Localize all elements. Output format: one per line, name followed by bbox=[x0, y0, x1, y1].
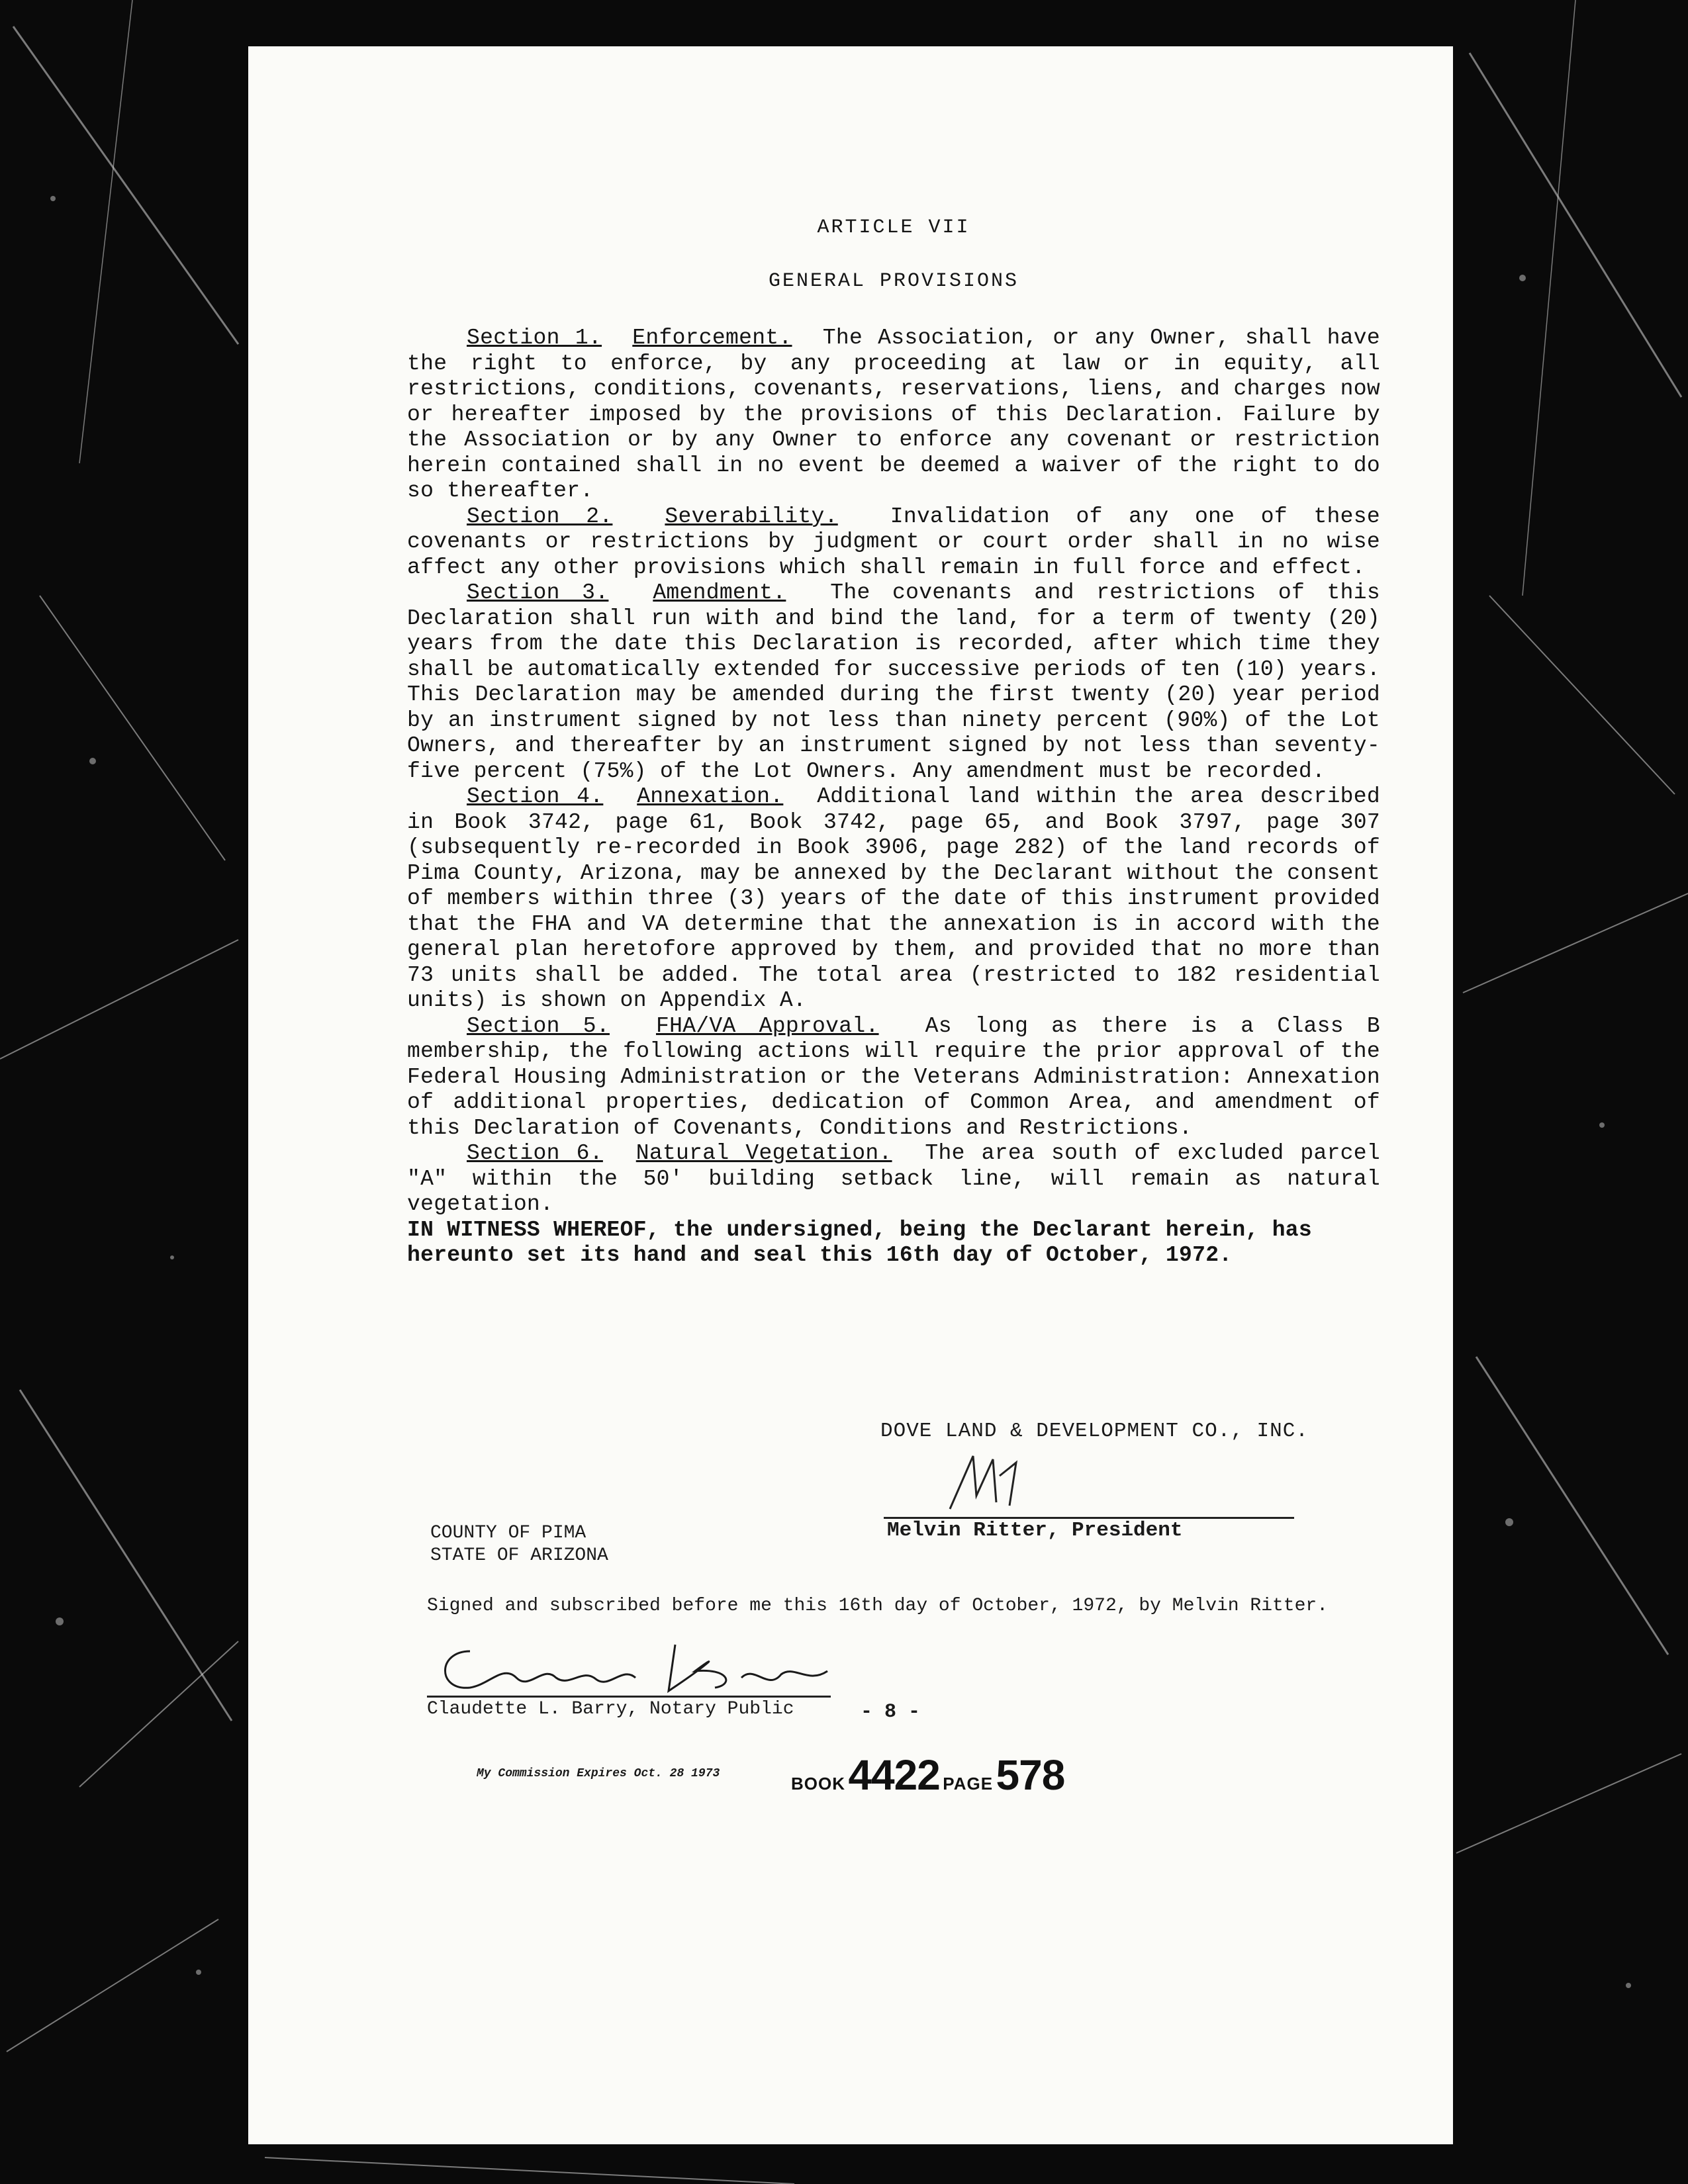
section-number: Section 1. bbox=[467, 326, 602, 350]
section-name: Annexation. bbox=[637, 784, 784, 809]
section-name: Amendment. bbox=[653, 580, 786, 605]
signer-name: Melvin Ritter, President bbox=[887, 1519, 1183, 1542]
recording-stamp bbox=[791, 1751, 1064, 1799]
president-signature bbox=[937, 1449, 1029, 1516]
venue-block bbox=[430, 1522, 608, 1567]
section-number: Section 5. bbox=[467, 1013, 610, 1038]
book-page-number: 578 bbox=[996, 1751, 1065, 1799]
notary-signature bbox=[430, 1638, 841, 1698]
section-name: Enforcement. bbox=[632, 326, 792, 350]
notary-acknowledgment: Signed and subscribed before me this 16th day of October, 1972, by Melvin Ritter. bbox=[427, 1596, 1329, 1616]
book-number: 4422 bbox=[848, 1751, 940, 1799]
section-body: Invalidation of any one of these covenants or restrictions by judgment or court order shall in no wise affect any other provisions which shall remain in full force and effect. bbox=[407, 504, 1380, 580]
section-body: The covenants and restrictions of this Declaration shall run with and bind the land, for a term of twenty (20) years from the date this Declaration is recorded, after which time they shall be automatically extended for successive periods of ten (10) years. This Declaration may be amended during the first twenty (20) year period by an instrument signed by not less than ninety percent (90%) of the Lot Owners, and thereafter by an instrument signed by not less than seventy-five percent (75%) of the Lot Owners. Any amendment must be recorded. bbox=[407, 580, 1380, 784]
section-severability bbox=[407, 504, 1380, 581]
section-natural-vegetation bbox=[407, 1141, 1380, 1218]
section-number: Section 4. bbox=[467, 784, 604, 809]
page-label: PAGE bbox=[943, 1774, 994, 1794]
article-subtitle: GENERAL PROVISIONS bbox=[768, 269, 1019, 293]
section-number: Section 3. bbox=[467, 580, 609, 605]
section-number: Section 2. bbox=[467, 504, 613, 529]
section-name: Natural Vegetation. bbox=[635, 1141, 892, 1165]
book-label: BOOK bbox=[791, 1774, 845, 1794]
notary-name: Claudette L. Barry, Notary Public bbox=[427, 1699, 794, 1719]
article-title: ARTICLE VII bbox=[817, 216, 970, 239]
notary-commission: My Commission Expires Oct. 28 1973 bbox=[477, 1767, 720, 1780]
document-body bbox=[407, 215, 1380, 1269]
page-number: - 8 - bbox=[861, 1701, 921, 1723]
section-amendment bbox=[407, 580, 1380, 784]
section-body: As long as there is a Class B membership, the following actions will require the prior approval of the Federal Housing Administration or the Veterans Administration: Annexation of additional properties, dedication of Common Area, and amendment of this Declaration of Covenants, Conditions and Restrictions. bbox=[407, 1013, 1380, 1140]
section-annexation bbox=[407, 784, 1380, 1014]
section-body: The area south of excluded parcel "A" within the 50' building setback line, will remain as natural vegetation. bbox=[407, 1141, 1380, 1216]
company-name: DOVE LAND & DEVELOPMENT CO., INC. bbox=[880, 1420, 1309, 1443]
witness-clause: IN WITNESS WHEREOF, the undersigned, being the Declarant herein, has hereunto set its hand and seal this 16th day of October, 1972. bbox=[407, 1217, 1313, 1267]
venue-state: STATE OF ARIZONA bbox=[430, 1545, 608, 1566]
section-name: FHA/VA Approval. bbox=[655, 1013, 879, 1038]
section-fha-va-approval bbox=[407, 1014, 1380, 1142]
document-page bbox=[248, 46, 1453, 2144]
section-name: Severability. bbox=[665, 504, 838, 529]
venue-county: COUNTY OF PIMA bbox=[430, 1523, 586, 1543]
section-enforcement bbox=[407, 326, 1380, 504]
section-body: Additional land within the area described in Book 3742, page 61, Book 3742, page 65, and Book 3797, page 307 (subsequently re-recorded in Book 3906, page 282) of the land records of Pima County, Arizona, may be annexed by the Declarant without the consent of members within three (3) years of the date of this instrument provided that the FHA and VA determine that the annexation is in accord with the general plan heretofore approved by them, and provided that no more than 73 units shall be added. The total area (restricted to 182 residential units) is shown on Appendix A. bbox=[407, 784, 1380, 1013]
section-number: Section 6. bbox=[467, 1141, 603, 1165]
notary-signature-line bbox=[427, 1696, 831, 1698]
section-body: The Association, or any Owner, shall have the right to enforce, by any proceeding at law or in equity, all restrictions, conditions, covenants, reservations, liens, and charges now or hereafter imposed by the provisions of this Declaration. Failure by the Association or by any Owner to enforce any covenant or restriction herein contained shall in no event be deemed a waiver of the right to do so thereafter. bbox=[407, 326, 1380, 503]
